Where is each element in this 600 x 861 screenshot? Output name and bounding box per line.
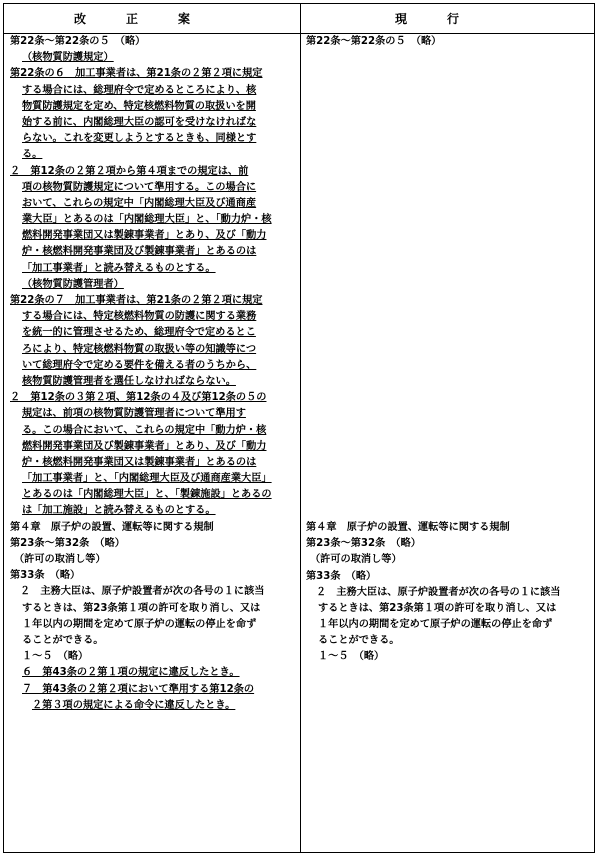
text-line: 炉・核燃料開発事業団又は製錬事業者」とあるのは xyxy=(22,456,257,468)
text-line: おいて、これらの規定中「内閣総理大臣及び通商産 xyxy=(22,197,257,209)
text-line: ２ 第12条の３第２項、第12条の４及び第12条の５の xyxy=(10,392,267,404)
comparison-table xyxy=(3,3,595,853)
text-line: 第４章 原子炉の設置、運転等に関する規制 xyxy=(10,521,214,533)
text-line: 物質防護規定を定め、特定核燃料物質の取扱いを開 xyxy=(22,100,256,112)
text-line: 第４章 原子炉の設置、運転等に関する規制 xyxy=(306,521,510,533)
text-line: 燃料開発事業団及び製錬事業者」とあり、及び「動力 xyxy=(22,440,267,452)
text-line: （核物質防護管理者） xyxy=(22,278,124,290)
text-line: １～５ （略） xyxy=(318,651,385,663)
revision-column xyxy=(10,34,296,714)
text-line: 第23条～第32条 （略） xyxy=(306,538,421,550)
text-line: するときは、第23条第１項の許可を取り消し、又は xyxy=(22,602,261,614)
text-line: ることができる。 xyxy=(22,634,104,646)
text-line: 第22条の６ 加工事業者は、第21条の２第２項に規定 xyxy=(10,68,263,80)
text-line: 業大臣」とあるのは「内閣総理大臣」と、「動力炉・核 xyxy=(22,214,272,226)
text-line: 第23条～第32条 （略） xyxy=(10,537,125,549)
text-line: ２第３項の規定による命令に違反したとき。 xyxy=(32,699,236,711)
text-line: １～５ （略） xyxy=(22,651,89,663)
current-column xyxy=(306,34,590,666)
text-line: する場合には、総理府令で定めるところにより、核 xyxy=(22,84,257,96)
text-line: ２ 主務大臣は、原子炉設置者が次の各号の１に該当 xyxy=(20,586,265,598)
text-line: 「加工事業者」と、「内閣総理大臣及び通商産業大臣」 xyxy=(22,473,272,485)
text-line: １年以内の期間を定めて原子炉の運転の停止を命ず xyxy=(22,618,257,630)
text-line: 第22条～第22条の５ （略） xyxy=(306,36,442,47)
text-line: 項の核物質防護規定について準用する。この場合に xyxy=(22,181,257,193)
text-line: 第22条の７ 加工事業者は、第21条の２第２項に規定 xyxy=(10,295,263,306)
table-header xyxy=(4,4,594,34)
text-line: 第22条～第22条の５ （略） xyxy=(10,36,146,47)
header-revision: 改正案 xyxy=(73,12,230,26)
text-line: ７ 第43条の２第２項において準用する第12条の xyxy=(22,683,255,695)
text-line: ２ 主務大臣は、原子炉設置者が次の各号の１に該当 xyxy=(316,586,561,598)
text-line: 「加工事業者」と読み替えるものとする。 xyxy=(22,262,216,274)
text-line: ６ 第43条の２第１項の規定に違反したとき。 xyxy=(22,667,240,679)
text-line: １年以内の期間を定めて原子炉の運転の停止を命ず xyxy=(318,619,553,631)
text-line: （許可の取消し等） xyxy=(310,554,402,566)
text-line: 燃料開発事業団又は製錬事業者」とあり、及び「動力 xyxy=(22,230,267,242)
text-line: 第33条 （略） xyxy=(10,570,81,582)
text-line: を統一的に管理させるため、総理府令で定めるとこ xyxy=(22,327,256,339)
text-line: いて総理府令で定める要件を備える者のうちから、 xyxy=(22,359,257,371)
text-line: ろにより、特定核燃料物質の取扱い等の知識等につ xyxy=(22,343,257,355)
text-line: らない。これを変更しようとするときも、同様とす xyxy=(22,133,257,145)
text-line: ることができる。 xyxy=(318,635,400,647)
text-line: は「加工施設」と読み替えるものとする。 xyxy=(22,505,216,517)
text-line: （許可の取消し等） xyxy=(14,554,106,565)
text-line: とあるのは「内閣総理大臣」と、「製錬施設」とあるの xyxy=(22,489,272,501)
text-line: する場合には、特定核燃料物質の防護に関する業務 xyxy=(22,311,257,323)
text-line: 規定は、前項の核物質防護管理者について準用す xyxy=(22,408,246,420)
text-line: る。この場合において、これらの規定中「動力炉・核 xyxy=(22,424,267,436)
column-divider xyxy=(300,4,301,852)
text-line: る。 xyxy=(22,149,43,161)
text-line: 核物質防護管理者を選任しなければならない。 xyxy=(22,375,236,387)
header-current: 現行 xyxy=(394,12,499,26)
text-line: ２ 第12条の２第２項から第４項までの規定は、前 xyxy=(10,165,249,177)
text-line: 炉・核燃料開発事業団及び製錬事業者」とあるのは xyxy=(22,246,257,258)
text-line: 第33条 （略） xyxy=(306,570,377,582)
text-line: 始する前に、内閣総理大臣の認可を受けなければな xyxy=(22,116,257,128)
text-line: するときは、第23条第１項の許可を取り消し、又は xyxy=(318,602,557,614)
text-line: （核物質防護規定） xyxy=(22,52,114,64)
